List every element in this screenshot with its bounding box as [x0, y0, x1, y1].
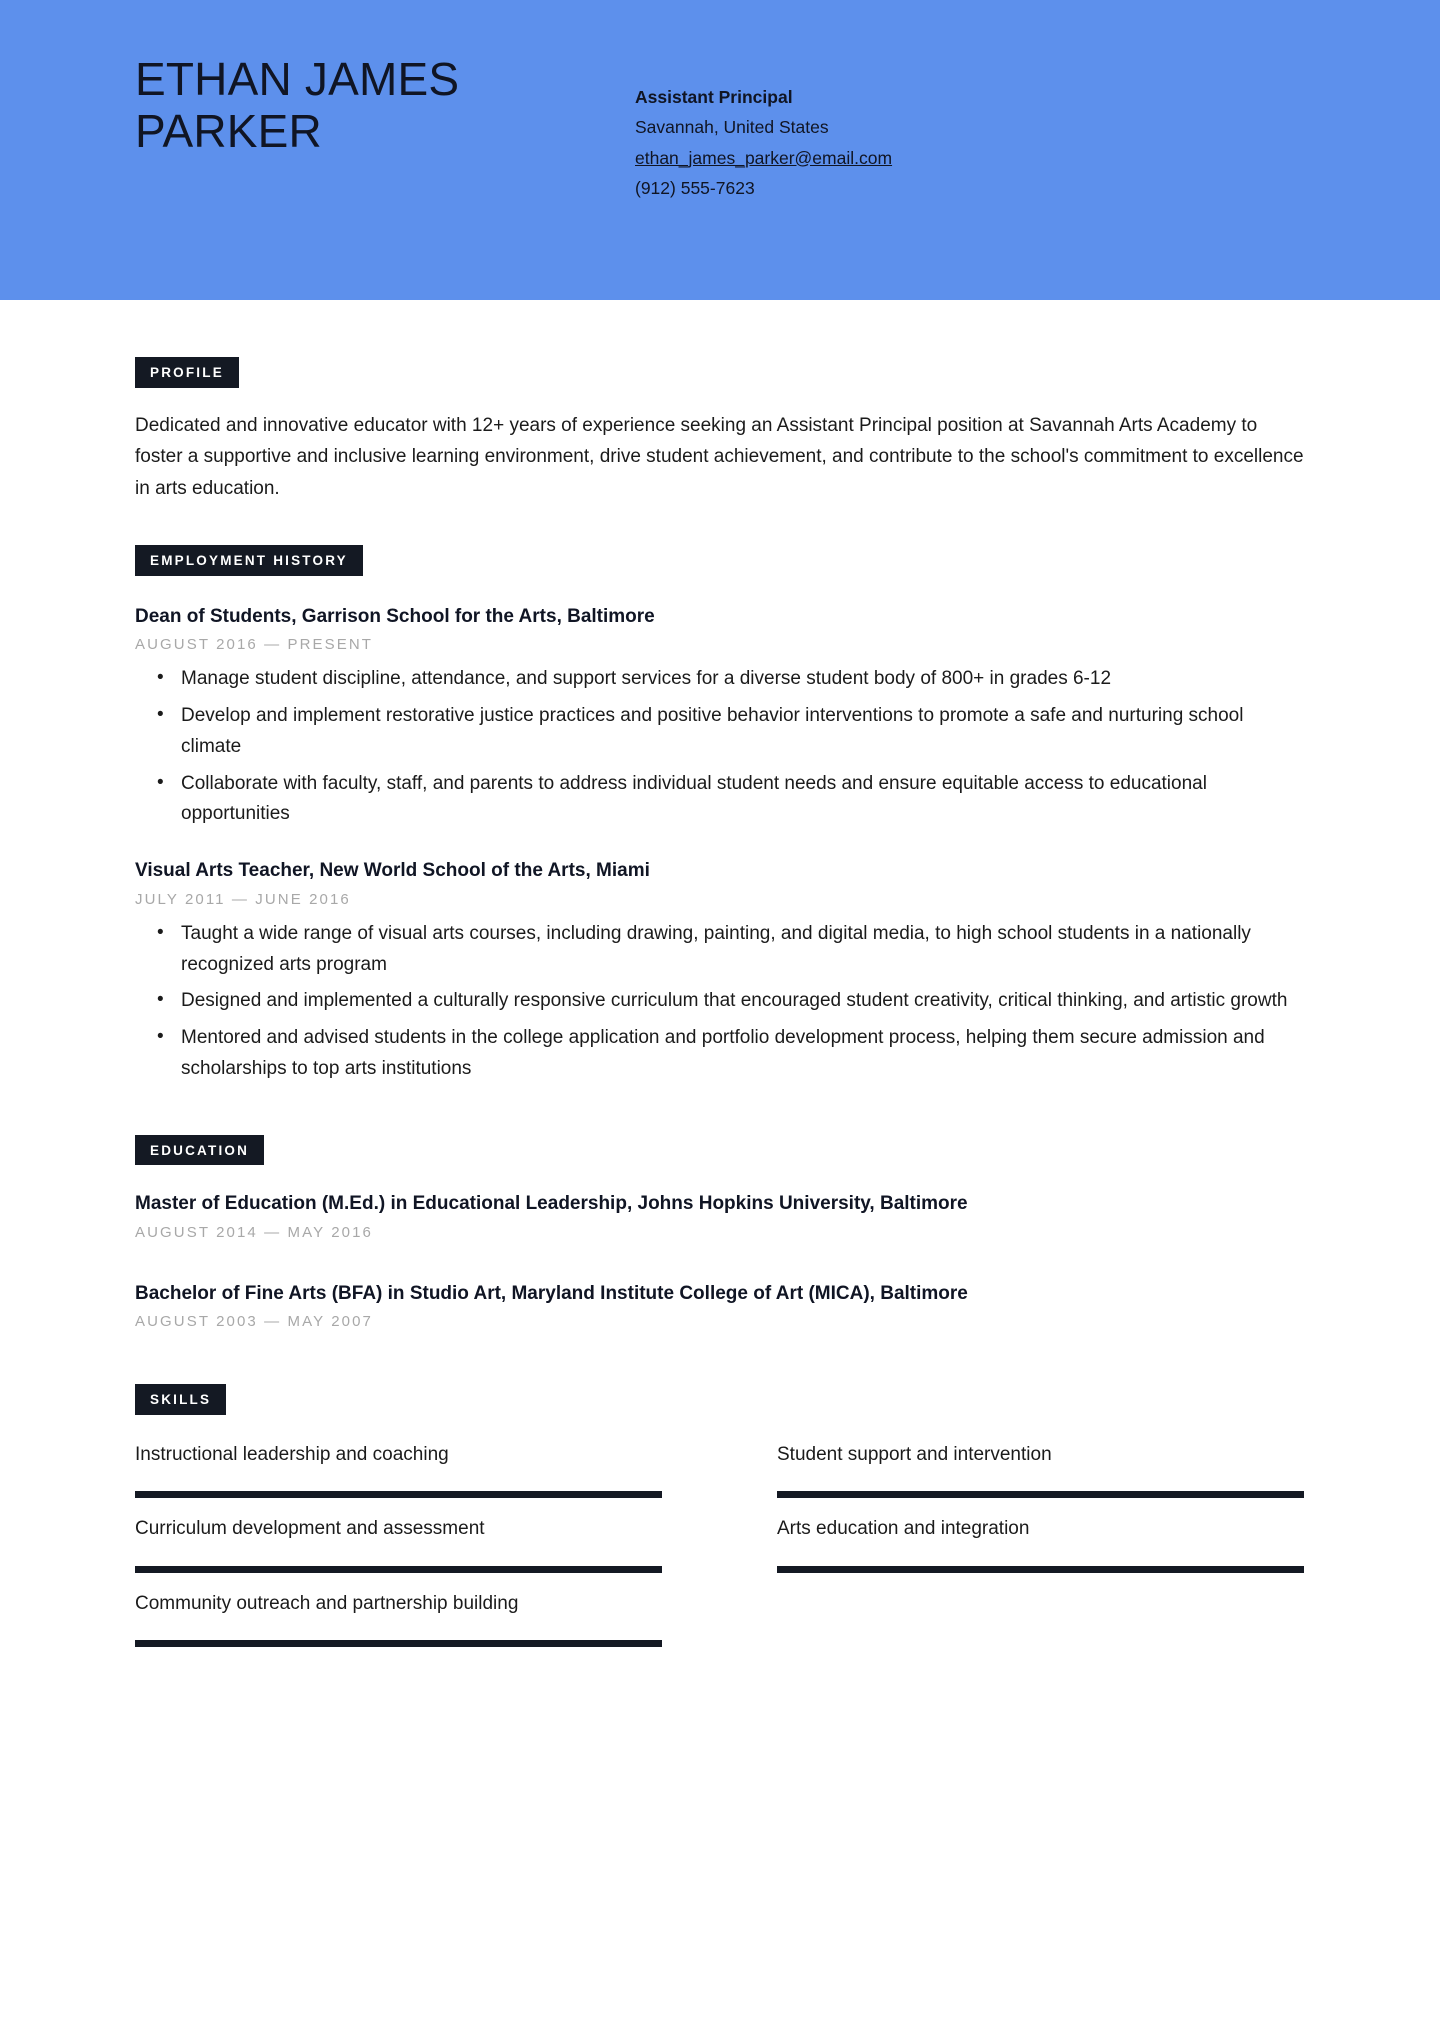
- employment-entry: [135, 604, 1305, 830]
- education-entry-title: Bachelor of Fine Arts (BFA) in Studio Art, Maryland Institute College of Art (MICA), Baltimore: [135, 1282, 968, 1304]
- list-item: • Manage student discipline, attendance, and support services for a diverse student body of 800+ in grades 6-12: [179, 664, 1305, 695]
- skill-label: Community outreach and partnership building: [135, 1592, 519, 1614]
- skills-grid: [135, 1441, 1305, 1665]
- employment-entry-date: JULY 2011 — JUNE 2016: [135, 890, 351, 908]
- profile-section-badge: PROFILE: [135, 357, 239, 388]
- skills-section-badge: SKILLS: [135, 1384, 226, 1415]
- skill-level-bar: [135, 1640, 662, 1647]
- location-text: Savannah, United States: [635, 117, 829, 138]
- education-section: [135, 1091, 1305, 1331]
- employment-history-section: [135, 505, 1305, 1084]
- skill-item: [777, 1441, 1304, 1499]
- education-section-badge: EDUCATION: [135, 1135, 264, 1166]
- page-title: [135, 54, 555, 157]
- list-item: • Taught a wide range of visual arts courses, including drawing, painting, and digital media, to high school students in a nationally recognized arts program: [179, 919, 1305, 981]
- education-entry-title: Master of Education (M.Ed.) in Educational Leadership, Johns Hopkins University, Baltimore: [135, 1193, 968, 1215]
- employment-entry-bullets: [135, 919, 1305, 1085]
- email-link[interactable]: ethan_james_parker@email.com: [635, 147, 893, 168]
- skill-label: Arts education and integration: [777, 1518, 1030, 1540]
- skill-level-bar: [777, 1491, 1304, 1498]
- profile-section: [135, 300, 1305, 505]
- education-entry: [135, 1281, 1305, 1331]
- list-item: • Designed and implemented a culturally responsive curriculum that encouraged student creativity, critical thinking, and artistic growth: [179, 986, 1305, 1017]
- skill-label: Instructional leadership and coaching: [135, 1443, 449, 1465]
- resume-body: [0, 300, 1440, 1864]
- skills-section: [135, 1330, 1305, 1664]
- employment-entry: [135, 858, 1305, 1084]
- list-item: • Collaborate with faculty, staff, and parents to address individual student needs and ensure equitable access to educational opportunities: [179, 769, 1305, 831]
- education-entry: [135, 1191, 1305, 1241]
- education-entry-date: AUGUST 2014 — MAY 2016: [135, 1223, 373, 1241]
- employment-section-badge: EMPLOYMENT HISTORY: [135, 545, 363, 576]
- job-title: Assistant Principal: [635, 87, 793, 107]
- page-bottom-spacer: [135, 1664, 1305, 1864]
- employment-entry-bullets: [135, 664, 1305, 830]
- employment-entry-date: AUGUST 2016 — PRESENT: [135, 636, 374, 654]
- employment-entry-title: Visual Arts Teacher, New World School of the Arts, Miami: [135, 860, 650, 882]
- name-line-2: PARKER: [135, 104, 322, 157]
- skill-level-bar: [135, 1491, 662, 1498]
- contact-block: [635, 54, 892, 203]
- education-entry-date: AUGUST 2003 — MAY 2007: [135, 1313, 373, 1331]
- email-row: [635, 143, 892, 173]
- skill-level-bar: [135, 1566, 662, 1573]
- phone-text: (912) 555-7623: [635, 177, 755, 198]
- list-item: • Mentored and advised students in the college application and portfolio development process, helping them secure admission and scholarships to top arts institutions: [179, 1023, 1305, 1085]
- skill-level-bar: [777, 1566, 1304, 1573]
- name-block: [135, 54, 635, 157]
- name-line-1: ETHAN JAMES: [135, 53, 460, 105]
- profile-text: Dedicated and innovative educator with 12+ years of experience seeking an Assistant Principal position at Savannah Arts Academy to foster a supportive and inclusive learning environment, drive student achievement, and contribute to the school's commitment to excellence in arts education.: [135, 414, 1304, 500]
- list-item: • Develop and implement restorative justice practices and positive behavior interventions to promote a safe and nurturing school climate: [179, 701, 1305, 763]
- resume-header: [0, 0, 1440, 300]
- skill-item: [777, 1515, 1304, 1573]
- employment-entry-title: Dean of Students, Garrison School for the Arts, Baltimore: [135, 605, 655, 627]
- skill-item: [135, 1515, 662, 1573]
- skill-item: [135, 1441, 662, 1499]
- skill-label: Curriculum development and assessment: [135, 1518, 485, 1540]
- skill-label: Student support and intervention: [777, 1443, 1052, 1465]
- skill-item: [135, 1590, 662, 1648]
